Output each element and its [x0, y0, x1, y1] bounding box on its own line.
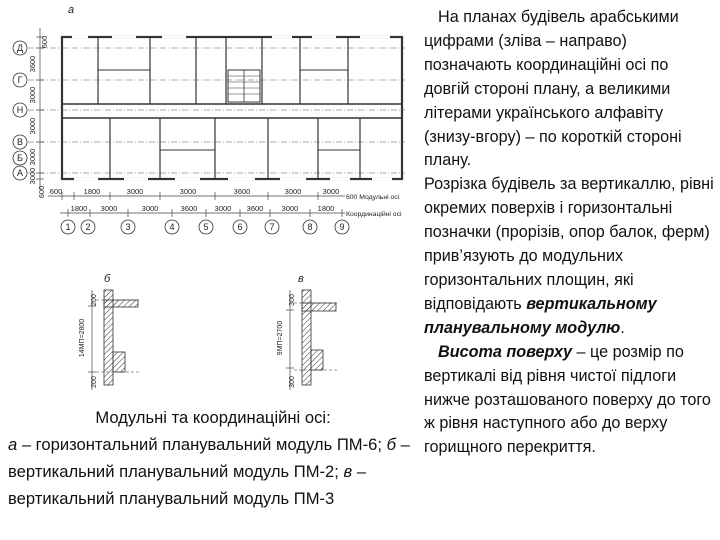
bottom-dim: 3600	[246, 204, 264, 213]
caption-letter-c: в	[343, 462, 353, 481]
axis-number: 3	[125, 222, 131, 232]
paragraph-axes: На планах будівель арабськими цифрами (зліва – направо) позначають координаційні осі по довгій стороні плану, а великими літерами українського алфавіту (знизу-вгору) – по короткій стороні плану.	[424, 8, 682, 170]
floor-plan	[62, 37, 402, 179]
b-bottom-dim: 200	[91, 376, 98, 388]
axis-number: 9	[339, 222, 345, 232]
body-text	[424, 6, 716, 460]
top-dim: 1800	[83, 187, 101, 196]
top-dim: 3000	[126, 187, 144, 196]
bottom-dim: 3000	[281, 204, 299, 213]
bottom-dim: 1800	[317, 204, 335, 213]
coordination-axes-note: Координаційні осі	[346, 211, 402, 218]
axis-letter: Б	[17, 153, 23, 163]
left-dim: 3000	[28, 86, 37, 104]
paragraph-vertical	[424, 173, 716, 340]
left-dim: 600	[37, 185, 46, 199]
c-vertical-dim: 9МП=2700	[277, 320, 284, 356]
bottom-dim: 3000	[100, 204, 118, 213]
left-dim: 3000	[28, 117, 37, 135]
paragraph-vertical-end: .	[620, 318, 625, 337]
axis-letter: Н	[16, 105, 24, 115]
axis-letter: А	[16, 168, 24, 178]
paragraph-vertical-text: Розрізка будівель за вертикаллю, рівні окремих поверхів і горизонтальні позначки (прорізів, опор балок, ферм) прив’язують до модульних горизонтальних площин, які відповідають	[424, 175, 714, 313]
axis-number: 7	[269, 222, 275, 232]
top-dim: 3000	[179, 187, 197, 196]
left-dim: 600	[40, 35, 49, 49]
modular-axes-figure	[0, 0, 430, 400]
top-dim: 600	[49, 187, 63, 196]
axis-letter: В	[16, 137, 24, 147]
axis-number: 2	[85, 222, 91, 232]
axis-letter: Д	[16, 43, 24, 53]
axis-number: 5	[203, 222, 209, 232]
top-dim: 3600	[233, 187, 251, 196]
axis-number: 8	[307, 222, 313, 232]
figure-caption	[8, 404, 418, 512]
axis-number: 4	[169, 222, 175, 232]
figure-label-b: б	[104, 273, 111, 285]
vertical-module-term: вертикальному планувальному модулю	[424, 294, 657, 337]
figure-label-c: в	[298, 273, 304, 285]
caption-text-b: – вертикальний планувальний модуль ПМ-2;	[8, 435, 410, 481]
floor-height-term: Висота поверху	[438, 342, 573, 361]
bottom-dim: 1800	[70, 204, 88, 213]
axis-letter: Г	[17, 75, 23, 85]
axis-number: 6	[237, 222, 243, 232]
axis-number: 1	[65, 222, 71, 232]
caption-text-c: – вертикальний планувальний модуль ПМ-3	[8, 462, 367, 508]
b-vertical-dim: 14МП=2800	[79, 318, 86, 358]
left-dim: 3000	[28, 148, 37, 166]
caption-letter-a: а	[8, 435, 18, 454]
bottom-dim: 3600	[180, 204, 198, 213]
caption-letter-b: б	[386, 435, 396, 454]
paragraph-floor-height	[424, 341, 716, 461]
caption-text-a: – горизонтальний планувальний модуль ПМ-6;	[17, 435, 387, 454]
caption-title: Модульні та координаційні осі:	[95, 408, 331, 427]
b-top-dim: 200	[91, 294, 98, 306]
top-dim: 3000	[322, 187, 340, 196]
modular-axes-note: 600 Модульні осі	[346, 194, 400, 201]
c-bottom-dim: 300	[289, 376, 296, 388]
figure-label-a: а	[68, 4, 75, 16]
top-dim: 3000	[284, 187, 302, 196]
floor-height-text: – це розмір по вертикалі від рівня чистої підлоги нижче розташованого поверху до того ж рівня наступного або до верху горищного перекриття.	[424, 342, 711, 457]
left-dim: 3000	[28, 167, 37, 185]
left-dim: 3600	[28, 55, 37, 73]
bottom-dim: 3000	[214, 204, 232, 213]
bottom-dim: 3000	[141, 204, 159, 213]
c-top-dim: 300	[289, 294, 296, 306]
